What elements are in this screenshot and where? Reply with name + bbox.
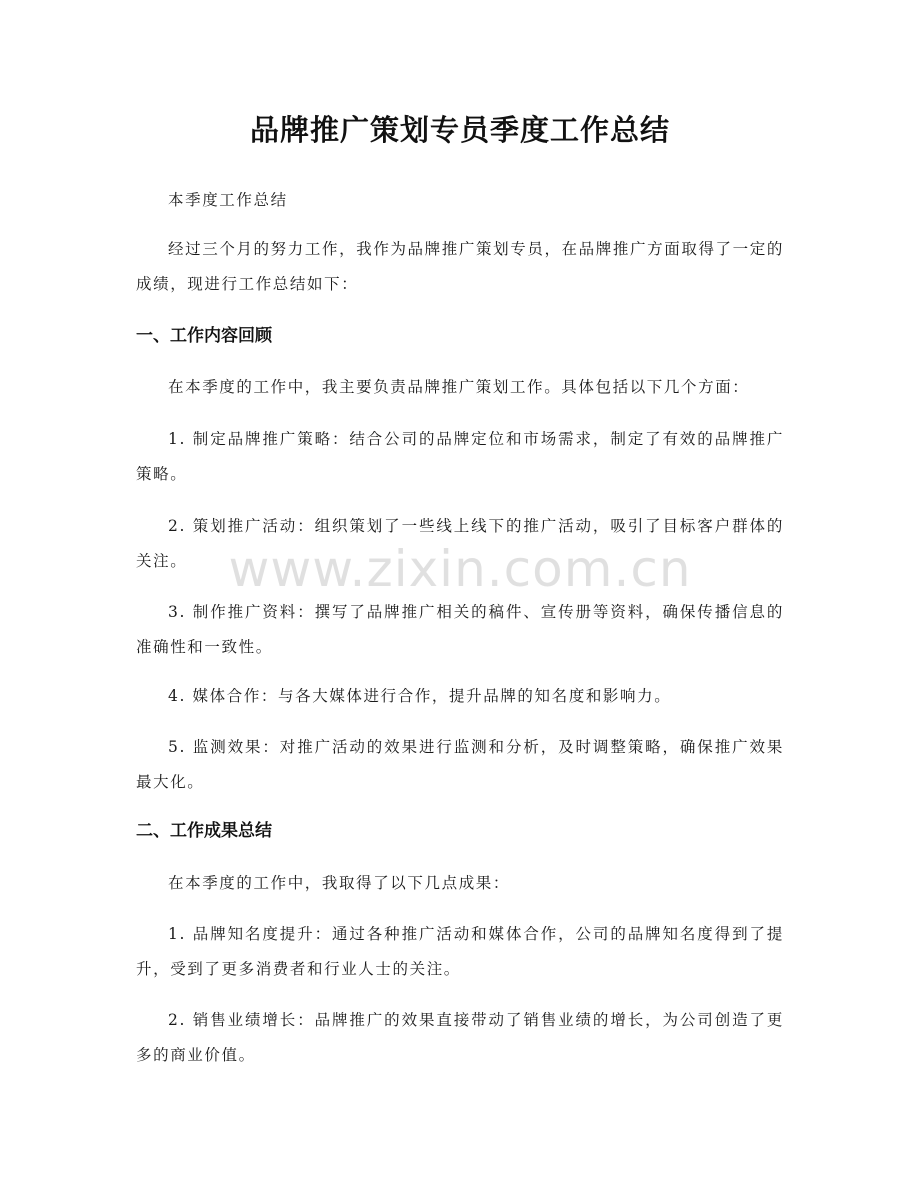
section2-item-1: 1. 品牌知名度提升：通过各种推广活动和媒体合作，公司的品牌知名度得到了提升，受到了更多消费者和行业人士的关注。 xyxy=(136,925,784,978)
section2-item-2: 2. 销售业绩增长：品牌推广的效果直接带动了销售业绩的增长，为公司创造了更多的商业价值。 xyxy=(136,1011,784,1064)
section1-heading: 一、工作内容回顾 xyxy=(136,326,272,346)
section1-item-2: 2. 策划推广活动：组织策划了一些线上线下的推广活动，吸引了目标客户群体的关注。 xyxy=(136,517,784,570)
document-title: 品牌推广策划专员季度工作总结 xyxy=(249,113,670,147)
section1-item-4: 4. 媒体合作：与各大媒体进行合作，提升品牌的知名度和影响力。 xyxy=(168,687,672,705)
intro-paragraph: 经过三个月的努力工作，我作为品牌推广策划专员，在品牌推广方面取得了一定的成绩，现进行工作总结如下： xyxy=(136,240,784,293)
intro-label: 本季度工作总结 xyxy=(168,191,288,209)
section1-lead: 在本季度的工作中，我主要负责品牌推广策划工作。具体包括以下几个方面： xyxy=(168,378,750,396)
section2-lead: 在本季度的工作中，我取得了以下几点成果： xyxy=(168,874,511,892)
section2-heading: 二、工作成果总结 xyxy=(136,821,272,841)
section1-item-5: 5. 监测效果：对推广活动的效果进行监测和分析，及时调整策略，确保推广效果最大化。 xyxy=(136,738,784,791)
section1-item-3: 3. 制作推广资料：撰写了品牌推广相关的稿件、宣传册等资料，确保传播信息的准确性和一致性。 xyxy=(136,603,784,656)
watermark: www.zixin.com.cn xyxy=(228,540,692,598)
section1-item-1: 1. 制定品牌推广策略：结合公司的品牌定位和市场需求，制定了有效的品牌推广策略。 xyxy=(136,430,784,483)
